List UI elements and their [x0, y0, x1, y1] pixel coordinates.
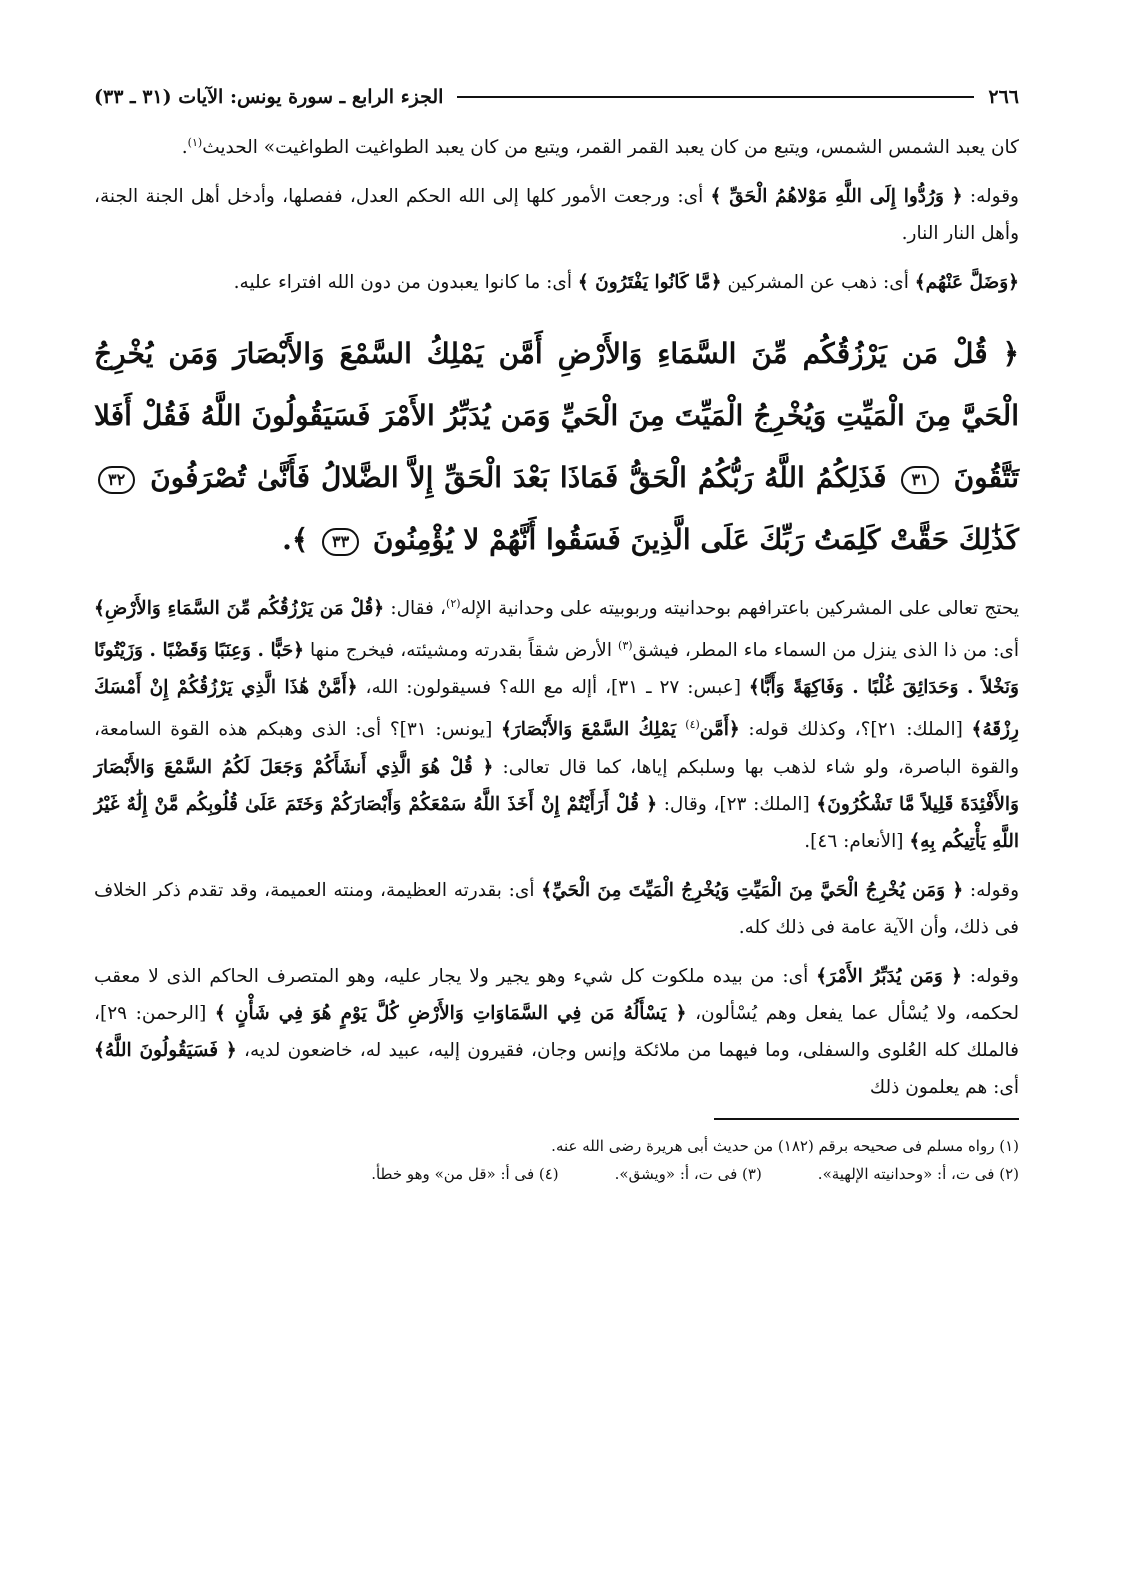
text: أى: هم يعلمون ذلك	[869, 1076, 1019, 1098]
quran-quote: ﴿ فَسَيَقُولُونَ اللَّهُ﴾	[94, 1039, 237, 1061]
text: أى: بقدرته العظيمة، ومنته العميمة، وقد تقدم ذكر الخلاف فى ذلك، وأن الآية عامة فى ذلك كله.	[94, 879, 1019, 938]
quran-quote: ﴿وَضَلَّ عَنْهُم﴾	[914, 272, 1019, 294]
text: أى: ذهب عن المشركين	[721, 272, 915, 294]
text: وقوله:	[963, 879, 1020, 901]
quran-quote: يَمْلِكُ السَّمْعَ وَالأَبْصَارَ﴾	[500, 719, 686, 741]
header-rule	[457, 96, 974, 98]
text: أى: من بيده ملكوت كل شيء وهو يجير ولا يجار عليه، وهو المتصرف الحاكم الذى لا معقب لحكمه، ولا يُسْأل عما يفعل وهم يُسْألون،	[94, 965, 1019, 1024]
paragraph-lost-from-them	[94, 264, 1019, 301]
paragraph-disposes-affairs	[94, 958, 1019, 1106]
footnote-text: (١) رواه مسلم فى صحيحه برقم (١٨٢) من حديث أبى هريرة رضى الله عنه.	[551, 1136, 1019, 1155]
paragraph-life-from-death	[94, 872, 1019, 946]
quran-quote: ﴿أَمَّن	[699, 719, 740, 741]
quran-quote: ﴿ وَرُدُّوا إِلَى اللَّهِ مَوْلاهُمُ الْحَقِّ ﴾	[710, 186, 963, 208]
text: [الملك: ٢١]؟، وكذلك قوله:	[739, 719, 972, 741]
verse-text-33: كَذَٰلِكَ حَقَّتْ كَلِمَتُ رَبِّكَ عَلَى الَّذِينَ فَسَقُوا أَنَّهُمْ لا يُؤْمِنُونَ	[372, 523, 1019, 557]
paragraph-hadith	[94, 124, 1019, 166]
paragraph-return-to-allah	[94, 178, 1019, 252]
verse-end: ﴾.	[282, 523, 309, 557]
text: أى: ما كانوا يعبدون من دون الله افتراء عليه.	[233, 272, 578, 294]
quran-quote: ﴿ قُلْ أَرَأَيْتُمْ إِنْ أَخَذَ اللَّهُ سَمْعَكُمْ وَأَبْصَارَكُمْ وَخَتَمَ عَلَىٰ قُلُوبِكُم مَّنْ إِلَٰهٌ غَيْرُ اللَّهِ يَأْتِيكُم بِهِ﴾	[94, 793, 1019, 852]
ayah-number-33: ٣٣	[322, 528, 359, 556]
hadith-end: .	[181, 137, 188, 159]
footnote-3: (٣) فى ت، أ: «ويشق».	[614, 1164, 762, 1183]
quran-quote: ﴿ قُلْ هُوَ الَّذِي أَنشَأَكُمْ وَجَعَلَ لَكُمُ السَّمْعَ وَالأَبْصَارَ وَالأَفْئِدَةَ قَلِيلاً مَّا تَشْكُرُونَ﴾	[94, 756, 1019, 815]
hadith-text: كان يعبد الشمس الشمس، ويتبع من كان يعبد القمر القمر، ويتبع من كان يعبد الطواغيت الطواغيت» الحديث	[202, 137, 1019, 159]
text: ، فقال:	[384, 598, 447, 620]
verse-text-31: ﴿ قُلْ مَن يَرْزُقُكُم مِّنَ السَّمَاءِ وَالأَرْضِ أَمَّن يَمْلِكُ السَّمْعَ وَالأَبْصَارَ وَمَن يُخْرِجُ الْحَيَّ مِنَ الْمَيِّتِ وَيُخْرِجُ الْمَيِّتَ مِنَ الْحَيِّ وَمَن يُدَبِّرُ الأَمْرَ فَسَيَقُولُونَ اللَّهُ فَقُلْ أَفَلا تَتَّقُونَ	[94, 337, 1020, 495]
quran-quote: ﴿ يَسْأَلُهُ مَن فِي السَّمَاوَاتِ وَالأَرْضِ كُلَّ يَوْمٍ هُوَ فِي شَأْنٍ ﴾	[214, 1002, 687, 1024]
text: يحتج تعالى على المشركين باعترافهم بوحدانيته وربوبيته على وحدانية الإله	[460, 598, 1019, 620]
text: وقوله:	[962, 965, 1019, 987]
text: [الملك: ٢٣]، وقال:	[657, 793, 817, 815]
footnote-ref-4[interactable]: (٤)	[685, 718, 700, 732]
quran-quote: ﴿قُلْ مَن يَرْزُقُكُم مِّنَ السَّمَاءِ وَالأَرْضِ﴾	[94, 598, 385, 620]
header-title: الجزء الرابع ـ سورة يونس: الآيات (٣١ ـ ٣٣)	[94, 86, 444, 108]
quran-quote: ﴿مَّا كَانُوا يَفْتَرُونَ ﴾	[577, 272, 722, 294]
page-number: ٢٦٦	[988, 86, 1019, 108]
text: الأرض شقاً بقدرته ومشيئته، فيخرج منها	[304, 640, 619, 662]
footnote-ref-2[interactable]: (٢)	[446, 597, 461, 611]
footnotes-row	[94, 1160, 1019, 1188]
ayah-number-32: ٣٢	[98, 466, 135, 494]
book-page	[94, 80, 1019, 1188]
quran-quote: ﴿حَبًّا . وَعِنَبًا وَقَضْبًا . وَزَيْتُونًا وَنَخْلاً . وَحَدَائِقَ غُلْبًا . وَفَاكِهَةً وَأَبًّا﴾	[94, 640, 1019, 699]
quran-quote: ﴿ وَمَن يُدَبِّرُ الأَمْرَ﴾	[816, 965, 963, 987]
text: وقوله:	[962, 186, 1019, 208]
verse-block	[94, 323, 1019, 571]
footnote-ref-3[interactable]: (٣)	[618, 639, 633, 653]
quran-quote: ﴿أَمَّنْ هَٰذَا الَّذِي يَرْزُقُكُمْ إِنْ أَمْسَكَ رِزْقَهُ﴾	[94, 677, 1019, 741]
footnote-4: (٤) فى أ: «قل من» وهو خطأ.	[371, 1164, 559, 1183]
footnote-1	[94, 1132, 1019, 1160]
text: [الأنعام: ٤٦].	[804, 830, 910, 852]
running-header	[94, 80, 1019, 114]
text: [الرحمن: ٢٩]، فالملك كله العُلوى والسفلى، وما فيهما من ملائكة وإنس وجان، فقيرون إليه، عبيد له، خاضعون لديه،	[94, 1002, 1019, 1061]
footnote-separator	[714, 1118, 1019, 1120]
text: أى: ورجعت الأمور كلها إلى الله الحكم العدل، ففصلها، وأدخل أهل الجنة الجنة، وأهل النار النار.	[94, 186, 1019, 245]
footnote-2: (٢) فى ت، أ: «وحدانيته الإلهية».	[817, 1164, 1019, 1183]
ayah-number-31: ٣١	[901, 466, 938, 494]
paragraph-argument	[94, 585, 1019, 859]
text: [يونس: ٣١]؟ أى: الذى وهبكم هذه القوة السامعة، والقوة الباصرة، ولو شاء لذهب بها وسلبكم إياها، كما قال تعالى:	[94, 719, 1019, 778]
text: [عبس: ٢٧ ـ ٣١]، أإله مع الله؟ فسيقولون: الله،	[357, 677, 749, 699]
quran-quote: ﴿ وَمَن يُخْرِجُ الْحَيَّ مِنَ الْمَيِّتِ وَيُخْرِجُ الْمَيِّتَ مِنَ الْحَيِّ﴾	[541, 879, 964, 901]
footnote-ref-1[interactable]: (١)	[187, 136, 203, 149]
verse-text-32: فَذَلِكُمُ اللَّهُ رَبُّكُمُ الْحَقُّ فَمَاذَا بَعْدَ الْحَقِّ إِلاَّ الضَّلالُ فَأَنَّىٰ تُصْرَفُونَ	[150, 461, 887, 495]
text: أى: من ذا الذى ينزل من السماء ماء المطر، فيشق	[632, 640, 1020, 662]
